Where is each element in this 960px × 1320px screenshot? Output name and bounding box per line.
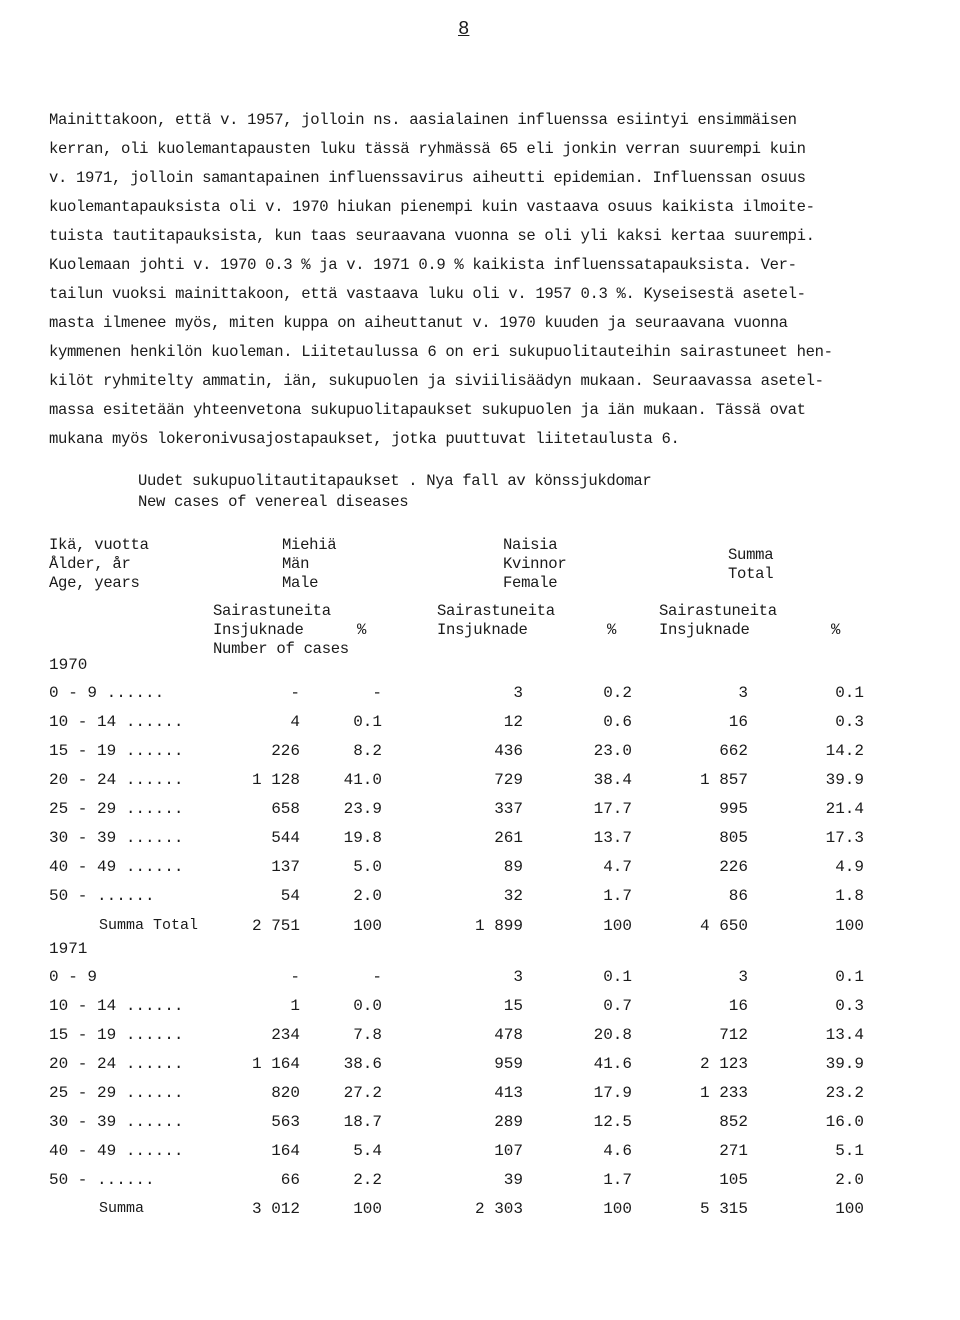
year-1970-label: 1970: [49, 656, 88, 674]
total-percent-cell: 0.1: [835, 968, 864, 986]
total-percent-cell: 0.3: [835, 713, 864, 731]
total-count-cell: 105: [719, 1171, 748, 1189]
females-count-cell: 261: [494, 829, 523, 847]
females-percent-cell: 100: [603, 917, 632, 935]
total-count-cell: 712: [719, 1026, 748, 1044]
females-count-cell: 2 303: [474, 1200, 523, 1218]
females-percent-cell: 17.9: [593, 1084, 632, 1102]
table-row: [0, 968, 960, 992]
total-percent-cell: 39.9: [825, 1055, 864, 1073]
total-count-cell: 1 233: [699, 1084, 748, 1102]
females-count-cell: 289: [494, 1113, 523, 1131]
paragraph-line: Kuolemaan johti v. 1970 0.3 % ja v. 1971 0.9 % kaikista influenssatapauksista. Ver-: [49, 256, 797, 274]
table-title: Uudet sukupuolitautitapaukset . Nya fall av könssjukdomar: [138, 472, 652, 490]
total-count-cell: 3: [738, 968, 748, 986]
females-percent-cell: 41.6: [593, 1055, 632, 1073]
total-count-cell: 2 123: [699, 1055, 748, 1073]
total-count-cell: 86: [728, 887, 748, 905]
females-percent-header: %: [607, 621, 617, 639]
total-label: Summa Total: [99, 917, 199, 934]
table-row: [0, 887, 960, 911]
paragraph-line: kymmenen henkilön kuoleman. Liitetaulussa 6 on eri sukupuolitauteihin sairastuneet hen-: [49, 343, 833, 361]
females-percent-cell: 100: [603, 1200, 632, 1218]
males-count-cell: 137: [271, 858, 300, 876]
total-percent-cell: 13.4: [825, 1026, 864, 1044]
females-count-cell: 89: [503, 858, 523, 876]
males-percent-cell: 5.4: [353, 1142, 382, 1160]
table-subtitle: New cases of venereal diseases: [138, 493, 409, 511]
females-count-cell: 3: [513, 968, 523, 986]
males-percent-cell: 0.0: [353, 997, 382, 1015]
males-count-cell: 66: [280, 1171, 300, 1189]
age-cell: 15 - 19 ......: [49, 742, 184, 760]
males-percent-cell: 100: [353, 917, 382, 935]
total-count-cell: 16: [728, 713, 748, 731]
females-count-cell: 729: [494, 771, 523, 789]
table-row: [0, 742, 960, 766]
males-percent-cell: 38.6: [343, 1055, 382, 1073]
table-row: [0, 684, 960, 708]
males-count-cell: 234: [271, 1026, 300, 1044]
age-cell: 40 - 49 ......: [49, 858, 184, 876]
females-percent-cell: 23.0: [593, 742, 632, 760]
males-percent-cell: 41.0: [343, 771, 382, 789]
age-cell: 25 - 29 ......: [49, 1084, 184, 1102]
males-percent-cell: -: [372, 684, 382, 702]
paragraph-line: tailun vuoksi mainittakoon, että vastaava luku oli v. 1957 0.3 %. Kyseisestä asetel-: [49, 285, 806, 303]
males-cases-header: Sairastuneita Insjuknade Number of cases: [213, 602, 349, 658]
females-percent-cell: 20.8: [593, 1026, 632, 1044]
females-percent-cell: 12.5: [593, 1113, 632, 1131]
total-count-cell: 4 650: [699, 917, 748, 935]
females-count-cell: 413: [494, 1084, 523, 1102]
females-percent-cell: 38.4: [593, 771, 632, 789]
paragraph-line: Mainittakoon, että v. 1957, jolloin ns. aasialainen influenssa esiintyi ensimmäisen: [49, 111, 797, 129]
males-percent-cell: 5.0: [353, 858, 382, 876]
paragraph-line: kerran, oli kuolemantapausten luku tässä ryhmässä 65 eli jonkin verran suurempi kuin: [49, 140, 806, 158]
age-cell: 0 - 9 ......: [49, 684, 165, 702]
males-percent-cell: -: [372, 968, 382, 986]
total-percent-cell: 23.2: [825, 1084, 864, 1102]
age-cell: 50 - ......: [49, 1171, 155, 1189]
males-percent-cell: 18.7: [343, 1113, 382, 1131]
total-percent-cell: 21.4: [825, 800, 864, 818]
table-row: [0, 1142, 960, 1166]
females-percent-cell: 17.7: [593, 800, 632, 818]
total-count-cell: 995: [719, 800, 748, 818]
age-cell: 10 - 14 ......: [49, 713, 184, 731]
total-cases-header: Sairastuneita Insjuknade: [659, 602, 777, 639]
males-count-cell: 3 012: [251, 1200, 300, 1218]
age-cell: 15 - 19 ......: [49, 1026, 184, 1044]
males-percent-cell: 7.8: [353, 1026, 382, 1044]
females-percent-cell: 1.7: [603, 887, 632, 905]
males-percent-cell: 23.9: [343, 800, 382, 818]
total-percent-cell: 2.0: [835, 1171, 864, 1189]
total-percent-cell: 39.9: [825, 771, 864, 789]
males-count-cell: 4: [290, 713, 300, 731]
age-cell: 30 - 39 ......: [49, 829, 184, 847]
total-percent-header: %: [831, 621, 841, 639]
males-count-cell: 164: [271, 1142, 300, 1160]
males-count-cell: 1: [290, 997, 300, 1015]
table-row: [0, 997, 960, 1021]
table-row: [0, 1113, 960, 1137]
females-count-cell: 3: [513, 684, 523, 702]
males-percent-cell: 100: [353, 1200, 382, 1218]
females-count-cell: 32: [503, 887, 523, 905]
total-label: Summa: [99, 1200, 145, 1217]
males-count-cell: 1 164: [251, 1055, 300, 1073]
males-count-cell: -: [290, 684, 300, 702]
total-row: [0, 1200, 960, 1224]
males-percent-cell: 2.0: [353, 887, 382, 905]
age-cell: 25 - 29 ......: [49, 800, 184, 818]
females-count-cell: 337: [494, 800, 523, 818]
total-percent-cell: 0.1: [835, 684, 864, 702]
females-percent-cell: 4.6: [603, 1142, 632, 1160]
females-column-header: Naisia Kvinnor Female: [503, 536, 567, 592]
females-percent-cell: 0.7: [603, 997, 632, 1015]
page-number: 8: [458, 18, 470, 40]
age-cell: 40 - 49 ......: [49, 1142, 184, 1160]
total-count-cell: 3: [738, 684, 748, 702]
paragraph-line: kilöt ryhmitelty ammatin, iän, sukupuolen ja siviilisäädyn mukaan. Seuraavassa asetel-: [49, 372, 824, 390]
total-count-cell: 16: [728, 997, 748, 1015]
total-percent-cell: 0.3: [835, 997, 864, 1015]
males-count-cell: 544: [271, 829, 300, 847]
males-percent-cell: 27.2: [343, 1084, 382, 1102]
total-count-cell: 805: [719, 829, 748, 847]
females-percent-cell: 0.6: [603, 713, 632, 731]
paragraph-line: massa esitetään yhteenvetona sukupuolitapaukset sukupuolen ja iän mukaan. Tässä ovat: [49, 401, 806, 419]
females-percent-cell: 13.7: [593, 829, 632, 847]
age-cell: 30 - 39 ......: [49, 1113, 184, 1131]
males-percent-cell: 2.2: [353, 1171, 382, 1189]
table-row: [0, 1171, 960, 1195]
total-percent-cell: 100: [835, 1200, 864, 1218]
males-count-cell: 820: [271, 1084, 300, 1102]
females-count-cell: 1 899: [474, 917, 523, 935]
females-percent-cell: 4.7: [603, 858, 632, 876]
table-row: [0, 829, 960, 853]
table-row: [0, 800, 960, 824]
females-percent-cell: 0.2: [603, 684, 632, 702]
males-count-cell: 1 128: [251, 771, 300, 789]
males-percent-cell: 0.1: [353, 713, 382, 731]
table-row: [0, 858, 960, 882]
paragraph-line: kuolemantapauksista oli v. 1970 hiukan pienempi kuin vastaava osuus kaikista ilmoite-: [49, 198, 815, 216]
paragraph-line: masta ilmenee myös, miten kuppa on aiheuttanut v. 1970 kuuden ja seuraavana vuonna: [49, 314, 788, 332]
total-count-cell: 662: [719, 742, 748, 760]
males-percent-cell: 8.2: [353, 742, 382, 760]
paragraph-line: tuista tautitapauksista, kun taas seuraavana vuonna se oli yli kaksi kertaa suurempi.: [49, 227, 815, 245]
table-row: [0, 1026, 960, 1050]
age-column-header: Ikä, vuotta Ålder, år Age, years: [49, 536, 149, 592]
table-row: [0, 771, 960, 795]
females-count-cell: 12: [503, 713, 523, 731]
females-cases-header: Sairastuneita Insjuknade: [437, 602, 555, 639]
females-count-cell: 107: [494, 1142, 523, 1160]
paragraph-line: mukana myös lokeronivusajostapaukset, jotka puuttuvat liitetaulusta 6.: [49, 430, 680, 448]
males-percent-cell: 19.8: [343, 829, 382, 847]
paragraph-line: v. 1971, jolloin samantapainen influenssavirus aiheutti epidemian. Influenssan osuus: [49, 169, 806, 187]
males-count-cell: 54: [280, 887, 300, 905]
total-row: [0, 917, 960, 941]
total-percent-cell: 14.2: [825, 742, 864, 760]
age-cell: 20 - 24 ......: [49, 1055, 184, 1073]
males-percent-header: %: [357, 621, 367, 639]
females-count-cell: 959: [494, 1055, 523, 1073]
females-percent-cell: 0.1: [603, 968, 632, 986]
year-1971-label: 1971: [49, 940, 88, 958]
females-count-cell: 15: [503, 997, 523, 1015]
table-row: [0, 1055, 960, 1079]
total-percent-cell: 4.9: [835, 858, 864, 876]
females-count-cell: 478: [494, 1026, 523, 1044]
total-count-cell: 1 857: [699, 771, 748, 789]
females-count-cell: 436: [494, 742, 523, 760]
males-count-cell: 226: [271, 742, 300, 760]
total-count-cell: 5 315: [699, 1200, 748, 1218]
total-percent-cell: 5.1: [835, 1142, 864, 1160]
total-count-cell: 226: [719, 858, 748, 876]
total-percent-cell: 16.0: [825, 1113, 864, 1131]
total-column-header: Summa Total: [728, 546, 774, 583]
age-cell: 0 - 9: [49, 968, 98, 986]
total-percent-cell: 100: [835, 917, 864, 935]
table-row: [0, 713, 960, 737]
total-count-cell: 852: [719, 1113, 748, 1131]
age-cell: 10 - 14 ......: [49, 997, 184, 1015]
females-percent-cell: 1.7: [603, 1171, 632, 1189]
males-count-cell: 2 751: [251, 917, 300, 935]
males-count-cell: 563: [271, 1113, 300, 1131]
females-count-cell: 39: [503, 1171, 523, 1189]
age-cell: 20 - 24 ......: [49, 771, 184, 789]
males-count-cell: -: [290, 968, 300, 986]
total-percent-cell: 1.8: [835, 887, 864, 905]
table-row: [0, 1084, 960, 1108]
males-count-cell: 658: [271, 800, 300, 818]
total-percent-cell: 17.3: [825, 829, 864, 847]
males-column-header: Miehiä Män Male: [282, 536, 337, 592]
total-count-cell: 271: [719, 1142, 748, 1160]
age-cell: 50 - ......: [49, 887, 155, 905]
